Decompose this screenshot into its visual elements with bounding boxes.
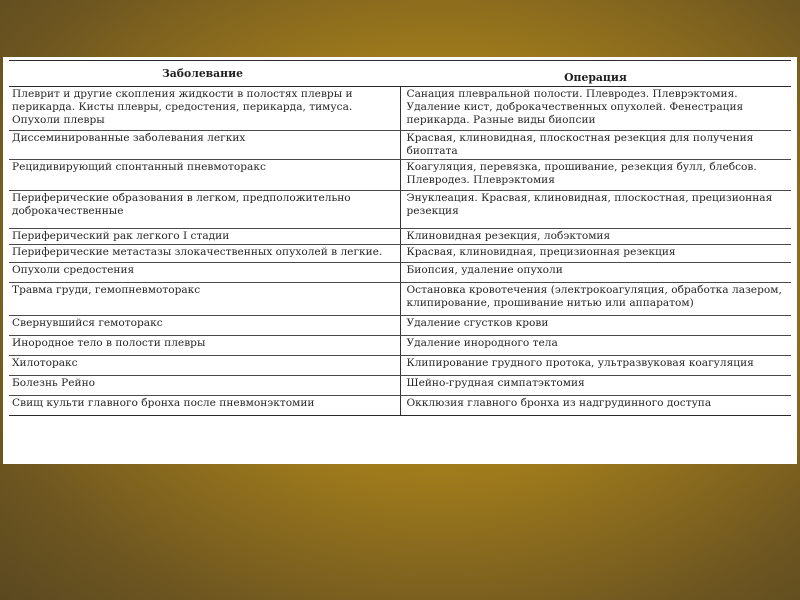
disease-cell: Периферические образования в легком, предположительно доброкачественные	[9, 191, 400, 229]
disease-cell: Свернувшийся гемоторакс	[9, 316, 400, 336]
table-row	[9, 316, 791, 336]
disease-cell: Травма груди, гемопневмоторакс	[9, 283, 400, 316]
operation-cell: Клиновидная резекция, лобэктомия	[400, 229, 791, 245]
header-operation: Операция	[400, 61, 791, 87]
header-disease: Заболевание	[9, 61, 400, 87]
disease-cell: Свищ культи главного бронха после пневмонэктомии	[9, 396, 400, 416]
operation-cell: Красвая, клиновидная, плоскостная резекция для получения биоптата	[400, 131, 791, 160]
operation-cell: Удаление сгустков крови	[400, 316, 791, 336]
operation-cell: Шейно-грудная симпатэктомия	[400, 376, 791, 396]
scanned-table-image	[3, 57, 797, 464]
table-header-row	[9, 61, 791, 87]
disease-cell: Хилоторакс	[9, 356, 400, 376]
operation-cell: Клипирование грудного протока, ультразвуковая коагуляция	[400, 356, 791, 376]
table-row	[9, 245, 791, 263]
disease-cell: Периферический рак легкого I стадии	[9, 229, 400, 245]
disease-cell: Болезнь Рейно	[9, 376, 400, 396]
table-row	[9, 160, 791, 191]
disease-operation-table	[9, 60, 791, 416]
disease-cell: Опухоли средостения	[9, 263, 400, 283]
table-row	[9, 87, 791, 131]
disease-cell: Инородное тело в полости плевры	[9, 336, 400, 356]
disease-cell: Плеврит и другие скопления жидкости в полостях плевры и перикарда. Кисты плевры, средостения, перикарда, тимуса. Опухоли плевры	[9, 87, 400, 131]
operation-cell: Окклюзия главного бронха из надгрудинного доступа	[400, 396, 791, 416]
disease-cell: Периферические метастазы злокачественных опухолей в легкие.	[9, 245, 400, 263]
table-row	[9, 229, 791, 245]
disease-cell: Диссеминированные заболевания легких	[9, 131, 400, 160]
table-row	[9, 336, 791, 356]
table-row	[9, 356, 791, 376]
table-row	[9, 191, 791, 229]
operation-cell: Красвая, клиновидная, прецизионная резекция	[400, 245, 791, 263]
operation-cell: Коагуляция, перевязка, прошивание, резекция булл, блебсов. Плевродез. Плеврэктомия	[400, 160, 791, 191]
table-row	[9, 376, 791, 396]
operation-cell: Биопсия, удаление опухоли	[400, 263, 791, 283]
table-body	[9, 87, 791, 416]
operation-cell: Остановка кровотечения (электрокоагуляция, обработка лазером, клипирование, прошивание нитью или аппаратом)	[400, 283, 791, 316]
table-row	[9, 283, 791, 316]
table-row	[9, 263, 791, 283]
operation-cell: Удаление инородного тела	[400, 336, 791, 356]
disease-cell: Рецидивирующий спонтанный пневмоторакс	[9, 160, 400, 191]
operation-cell: Энуклеация. Красвая, клиновидная, плоскостная, прецизионная резекция	[400, 191, 791, 229]
operation-cell: Санация плевральной полости. Плевродез. Плеврэктомия. Удаление кист, доброкачественных опухолей. Фенестрация перикарда. Разные виды биопсии	[400, 87, 791, 131]
table-row	[9, 396, 791, 416]
table-row	[9, 131, 791, 160]
